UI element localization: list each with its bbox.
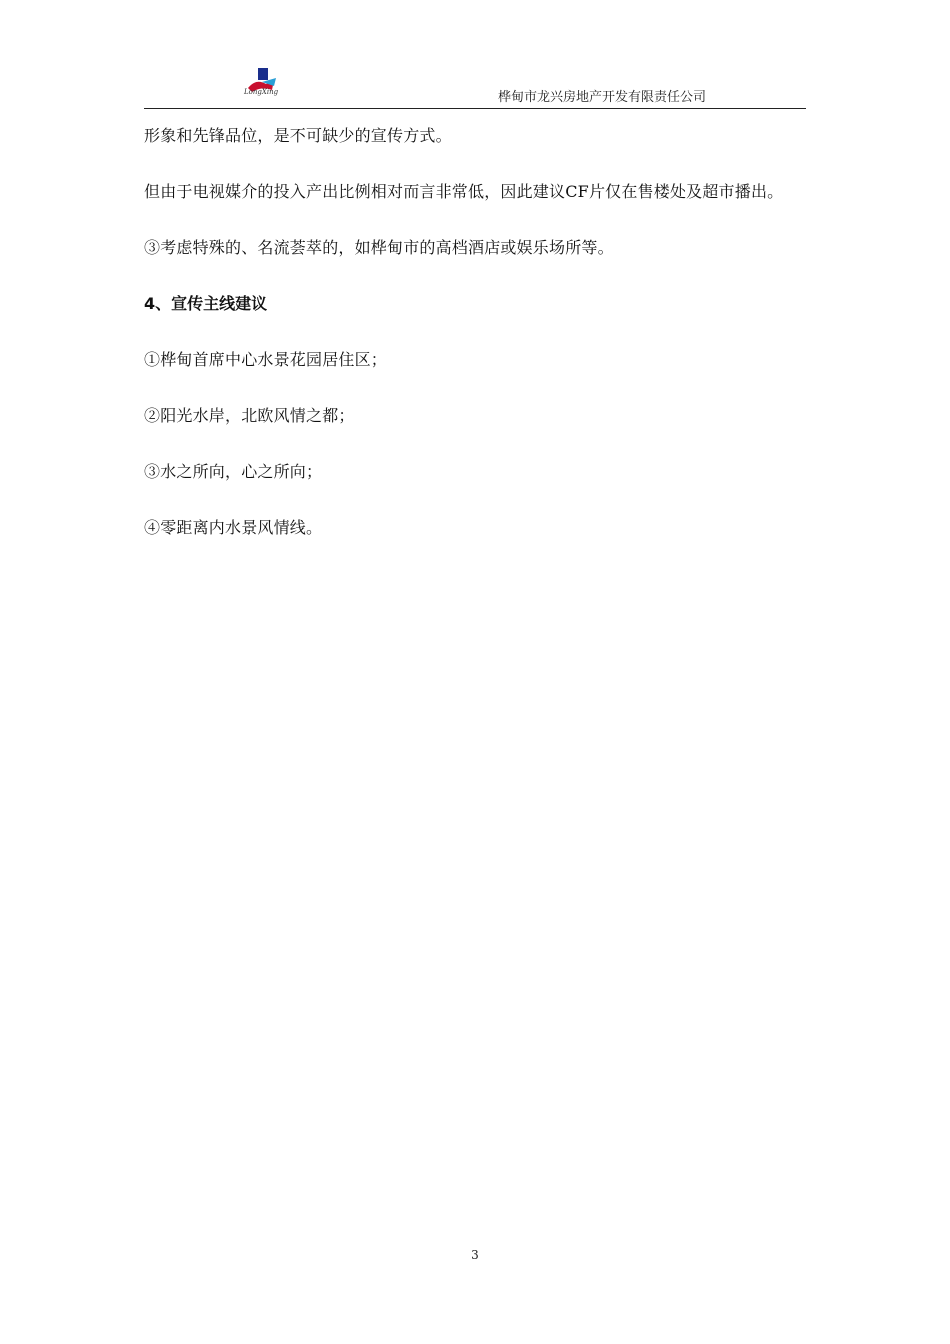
list-item: ④零距离内水景风情线。 xyxy=(144,518,323,537)
company-name: 桦甸市龙兴房地产开发有限责任公司 xyxy=(497,90,706,105)
page-number: 3 xyxy=(471,1248,479,1262)
page-header xyxy=(144,62,806,109)
paragraph-3: ③考虑特殊的、名流荟萃的，如桦甸市的高档酒店或娱乐场所等。 xyxy=(144,238,614,257)
section-heading: 4、宣传主线建议 xyxy=(144,294,268,313)
paragraph-1: 形象和先锋品位，是不可缺少的宣传方式。 xyxy=(144,126,452,145)
document-body xyxy=(144,120,808,568)
paragraph-2: 但由于电视媒介的投入产出比例相对而言非常低，因此建议CF片仅在售楼处及超市播出。 xyxy=(144,182,784,201)
list-item: ①桦甸首席中心水景花园居住区； xyxy=(144,350,388,369)
list-item: ②阳光水岸，北欧风情之都； xyxy=(144,406,355,425)
company-logo-icon xyxy=(244,66,284,104)
logo-text: LongXing xyxy=(244,88,279,96)
list-item: ③水之所向，心之所向； xyxy=(144,462,323,481)
